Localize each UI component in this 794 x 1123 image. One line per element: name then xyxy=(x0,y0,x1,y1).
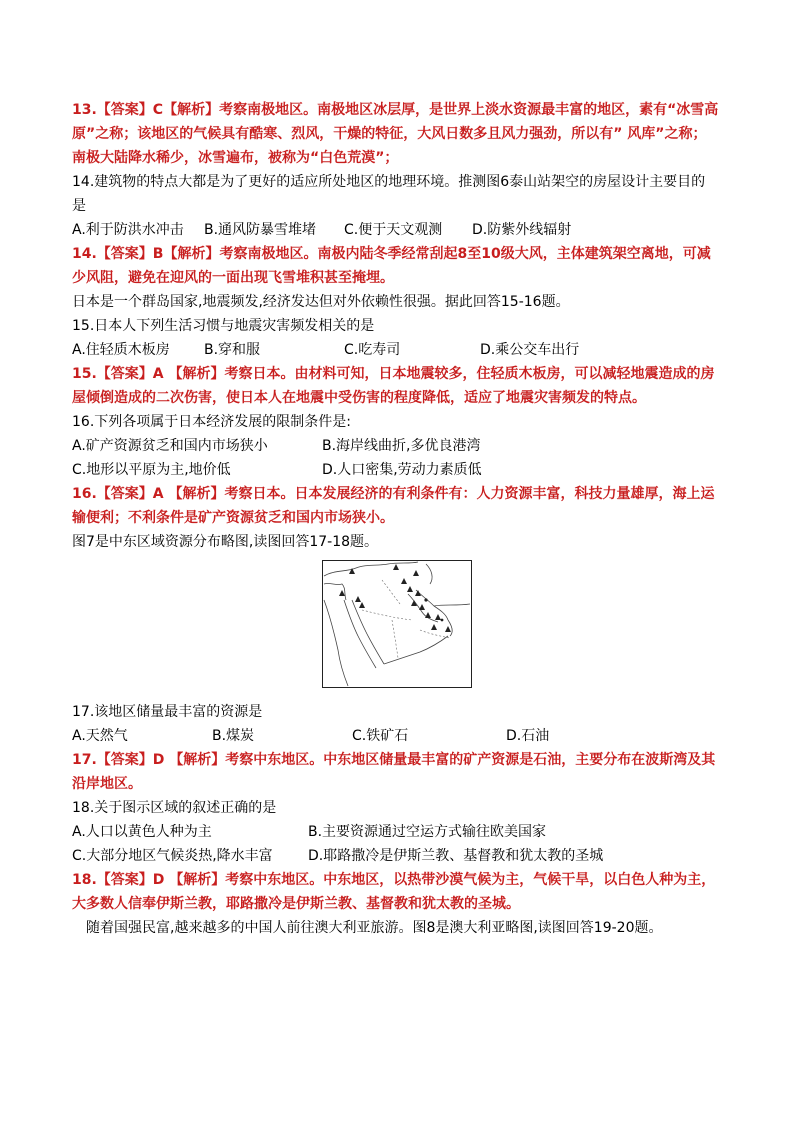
q14-option-c: C.便于天文观测 xyxy=(344,222,443,238)
q18-options-row-1 xyxy=(72,820,722,844)
q13-answer-line-3: 南极大陆降水稀少，冰雪遍布，被称为“白色荒漠”； xyxy=(72,150,399,166)
q18-answer-line-2: 大多数人信奉伊斯兰教，耶路撒冷是伊斯兰教、基督教和犹太教的圣城。 xyxy=(72,896,520,912)
q18-stem: 18.关于图示区域的叙述正确的是 xyxy=(72,800,277,816)
q15-answer-line-2: 屋倾倒造成的二次伤害，使日本人在地震中受伤害的程度降低，适应了地震灾害频发的特点。 xyxy=(72,390,646,406)
q16-option-a: A.矿产资源贫乏和国内市场狭小 xyxy=(72,438,268,454)
australia-intro: 随着国强民富,越来越多的中国人前往澳大利亚旅游。图8是澳大利亚略图,读图回答19-20题。 xyxy=(86,920,663,936)
q13-answer-line-2: 原”之称；该地区的气候具有酷寒、烈风，干燥的特征，大风日数多且风力强劲，所以有” 风库”之称； xyxy=(72,126,707,142)
q17-options xyxy=(72,724,722,748)
q17-option-d: D.石油 xyxy=(506,728,550,744)
q16-stem: 16.下列各项属于日本经济发展的限制条件是: xyxy=(72,414,351,430)
q14-option-b: B.通风防暴雪堆堵 xyxy=(204,222,317,238)
q14-option-d: D.防紫外线辐射 xyxy=(472,222,572,238)
q16-options-row-1 xyxy=(72,434,722,458)
japan-intro: 日本是一个群岛国家,地震频发,经济发达但对外依赖性很强。据此回答15-16题。 xyxy=(72,294,570,310)
q16-answer-line-2: 输便利；不利条件是矿产资源贫乏和国内市场狭小。 xyxy=(72,510,394,526)
q18-options-row-2 xyxy=(72,844,722,868)
q17-answer-line-1: 17.【答案】D 【解析】考察中东地区。中东地区储量最丰富的矿产资源是石油，主要分布在波斯湾及其 xyxy=(72,752,716,768)
q16-answer-line-1: 16.【答案】A 【解析】考察日本。日本发展经济的有利条件有：人力资源丰富，科技力量雄厚，海上运 xyxy=(72,486,715,502)
q15-options xyxy=(72,338,722,362)
q14-answer-line-2: 少风阻，避免在迎风的一面出现飞雪堆积甚至掩埋。 xyxy=(72,270,394,286)
q17-option-c: C.铁矿石 xyxy=(352,728,409,744)
q15-option-d: D.乘公交车出行 xyxy=(480,342,580,358)
q18-option-d: D.耶路撒冷是伊斯兰教、基督教和犹太教的圣城 xyxy=(308,848,604,864)
q18-answer-line-1: 18.【答案】D 【解析】考察中东地区。中东地区，以热带沙漠气候为主，气候干旱，以白色人种为主， xyxy=(72,872,716,888)
q15-option-a: A.住轻质木板房 xyxy=(72,342,170,358)
q14-options xyxy=(72,218,722,242)
q15-answer-line-1: 15.【答案】A 【解析】考察日本。由材料可知，日本地震较多，住轻质木板房，可以减轻地震造成的房 xyxy=(72,366,715,382)
q15-stem: 15.日本人下列生活习惯与地震灾害频发相关的是 xyxy=(72,318,375,334)
q18-option-c: C.大部分地区气候炎热,降水丰富 xyxy=(72,848,273,864)
q17-option-b: B.煤炭 xyxy=(212,728,255,744)
document-page xyxy=(72,98,722,940)
q14-stem-line-1: 14.建筑物的特点大都是为了更好的适应所处地区的地理环境。推测图6泰山站架空的房屋设计主要目的 xyxy=(72,174,706,190)
q16-option-c: C.地形以平原为主,地价低 xyxy=(72,462,231,478)
q17-stem: 17.该地区储量最丰富的资源是 xyxy=(72,704,263,720)
q14-option-a: A.利于防洪水冲击 xyxy=(72,222,184,238)
q16-options-row-2 xyxy=(72,458,722,482)
fig7-intro: 图7是中东区域资源分布略图,读图回答17-18题。 xyxy=(72,534,379,550)
middle-east-resource-map xyxy=(322,560,472,688)
q17-answer-line-2: 沿岸地区。 xyxy=(72,776,142,792)
q15-option-c: C.吃寿司 xyxy=(344,342,401,358)
q14-answer-line-1: 14.【答案】B【解析】考察南极地区。南极内陆冬季经常刮起8至10级大风，主体建筑架空离地，可减 xyxy=(72,246,711,262)
q16-option-d: D.人口密集,劳动力素质低 xyxy=(322,462,482,478)
q16-option-b: B.海岸线曲折,多优良港湾 xyxy=(322,438,481,454)
q15-option-b: B.穿和服 xyxy=(204,342,261,358)
q18-option-a: A.人口以黄色人种为主 xyxy=(72,824,212,840)
q18-option-b: B.主要资源通过空运方式输往欧美国家 xyxy=(308,824,547,840)
figure-7 xyxy=(72,560,722,694)
q14-stem-line-2: 是 xyxy=(72,198,86,214)
q17-option-a: A.天然气 xyxy=(72,728,128,744)
q13-answer-line-1: 13.【答案】C【解析】考察南极地区。南极地区冰层厚，是世界上淡水资源最丰富的地区，素有“冰雪高 xyxy=(72,102,719,118)
